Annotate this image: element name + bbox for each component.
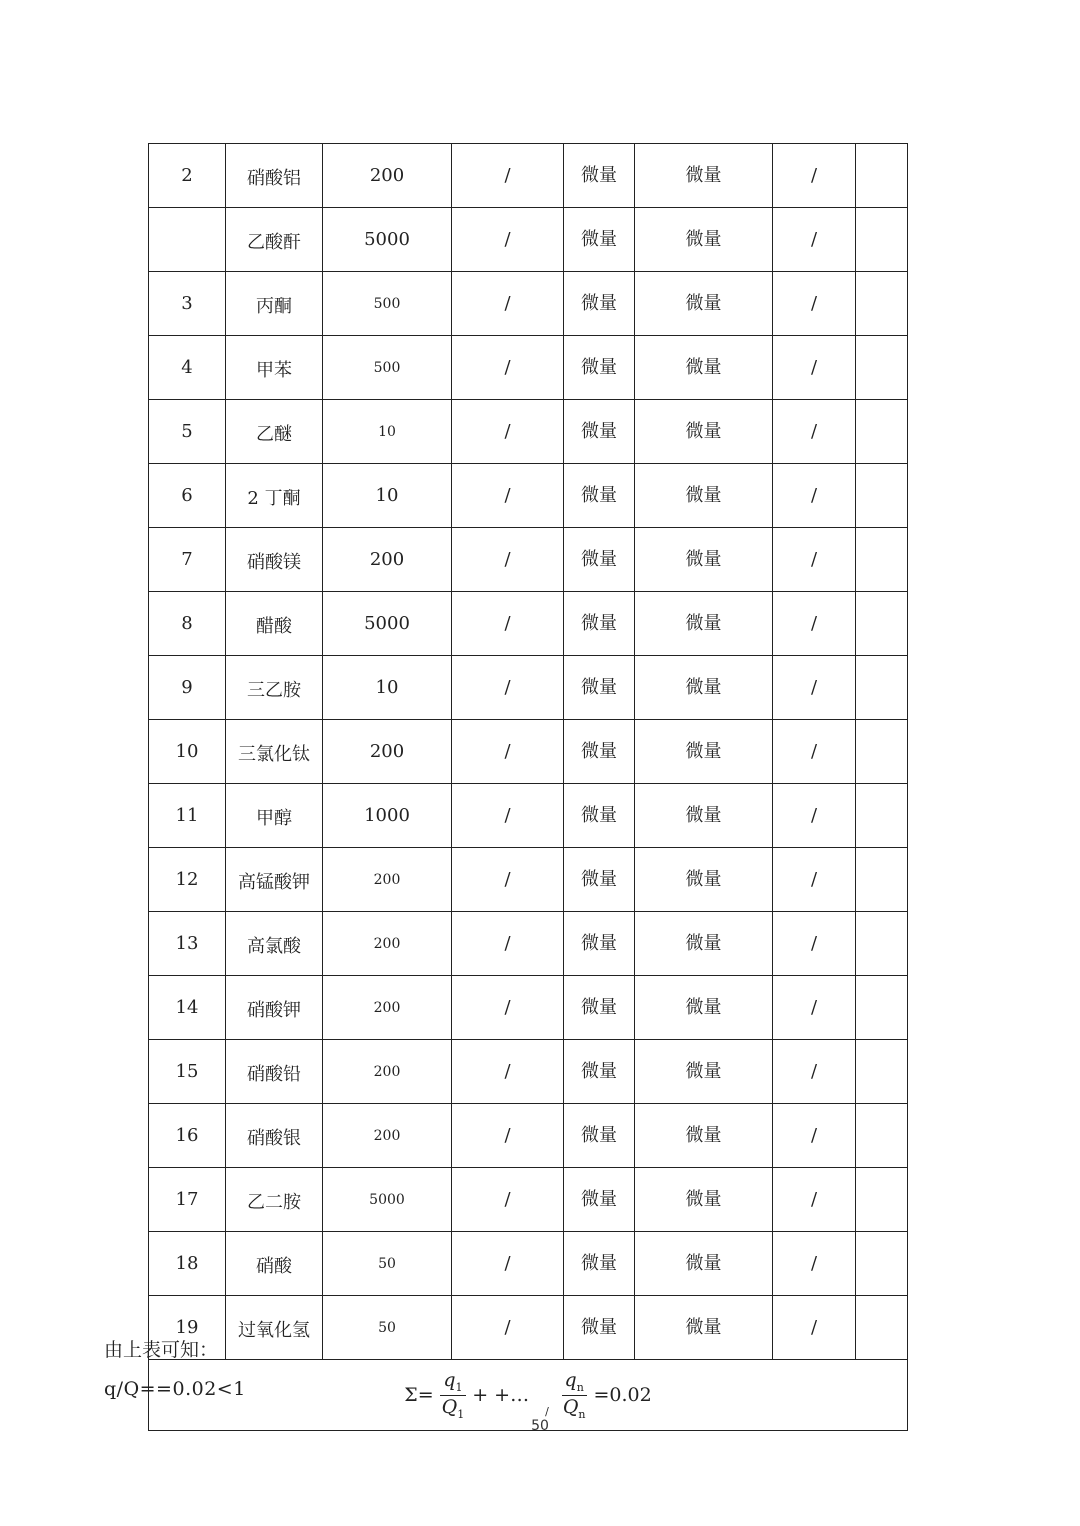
cell-col6: 微量 bbox=[635, 976, 773, 1040]
cell-number: 10 bbox=[149, 720, 226, 784]
table-row bbox=[149, 656, 908, 720]
cell-col8 bbox=[856, 784, 908, 848]
cell-chemical-name: 硝酸钾 bbox=[226, 976, 323, 1040]
cell-number: 17 bbox=[149, 1168, 226, 1232]
cell-col6: 微量 bbox=[635, 1296, 773, 1360]
cell-col4: / bbox=[452, 400, 564, 464]
cell-col5: 微量 bbox=[564, 592, 635, 656]
cell-col7: / bbox=[773, 848, 856, 912]
cell-col8 bbox=[856, 1040, 908, 1104]
cell-col5: 微量 bbox=[564, 784, 635, 848]
cell-col7: / bbox=[773, 912, 856, 976]
cell-col5: 微量 bbox=[564, 208, 635, 272]
cell-col7: / bbox=[773, 720, 856, 784]
cell-col8 bbox=[856, 848, 908, 912]
cell-col5: 微量 bbox=[564, 1296, 635, 1360]
cell-number: 7 bbox=[149, 528, 226, 592]
cell-chemical-name: 硝酸银 bbox=[226, 1104, 323, 1168]
cell-col8 bbox=[856, 1232, 908, 1296]
cell-col8 bbox=[856, 1168, 908, 1232]
cell-col7: / bbox=[773, 1104, 856, 1168]
cell-quantity: 200 bbox=[323, 848, 452, 912]
cell-col4: / bbox=[452, 656, 564, 720]
cell-chemical-name: 过氧化氢 bbox=[226, 1296, 323, 1360]
cell-col6: 微量 bbox=[635, 1232, 773, 1296]
cell-number: 3 bbox=[149, 272, 226, 336]
cell-col4: / bbox=[452, 336, 564, 400]
cell-number: 2 bbox=[149, 144, 226, 208]
cell-col6: 微量 bbox=[635, 1104, 773, 1168]
cell-chemical-name: 乙醚 bbox=[226, 400, 323, 464]
cell-col5: 微量 bbox=[564, 336, 635, 400]
cell-quantity: 200 bbox=[323, 1040, 452, 1104]
cell-quantity: 5000 bbox=[323, 1168, 452, 1232]
cell-col4: / bbox=[452, 1296, 564, 1360]
cell-quantity: 200 bbox=[323, 912, 452, 976]
cell-col8 bbox=[856, 464, 908, 528]
cell-number: 8 bbox=[149, 592, 226, 656]
table-row bbox=[149, 1168, 908, 1232]
cell-col7: / bbox=[773, 1296, 856, 1360]
cell-number bbox=[149, 208, 226, 272]
cell-quantity: 200 bbox=[323, 528, 452, 592]
cell-col6: 微量 bbox=[635, 1040, 773, 1104]
cell-col6: 微量 bbox=[635, 400, 773, 464]
cell-col7: / bbox=[773, 1040, 856, 1104]
cell-col8 bbox=[856, 592, 908, 656]
table-body bbox=[149, 144, 908, 1360]
cell-chemical-name: 硝酸铅 bbox=[226, 1040, 323, 1104]
cell-number: 18 bbox=[149, 1232, 226, 1296]
cell-col6: 微量 bbox=[635, 272, 773, 336]
cell-col5: 微量 bbox=[564, 1232, 635, 1296]
cell-quantity: 200 bbox=[323, 144, 452, 208]
cell-chemical-name: 硝酸铝 bbox=[226, 144, 323, 208]
cell-col4: / bbox=[452, 784, 564, 848]
cell-col8 bbox=[856, 976, 908, 1040]
cell-col6: 微量 bbox=[635, 1168, 773, 1232]
cell-number: 5 bbox=[149, 400, 226, 464]
cell-col6: 微量 bbox=[635, 848, 773, 912]
formula-fraction-1 bbox=[439, 1368, 468, 1421]
page-number: 50 bbox=[531, 1418, 549, 1434]
cell-col7: / bbox=[773, 464, 856, 528]
cell-col5: 微量 bbox=[564, 528, 635, 592]
table-row bbox=[149, 208, 908, 272]
cell-col8 bbox=[856, 336, 908, 400]
conclusion-value: q/Q==0.02<1 bbox=[104, 1378, 246, 1400]
cell-col4: / bbox=[452, 848, 564, 912]
cell-quantity: 10 bbox=[323, 464, 452, 528]
cell-quantity: 200 bbox=[323, 720, 452, 784]
cell-quantity: 1000 bbox=[323, 784, 452, 848]
cell-col7: / bbox=[773, 1168, 856, 1232]
cell-col6: 微量 bbox=[635, 592, 773, 656]
cell-col4: / bbox=[452, 1040, 564, 1104]
cell-quantity: 500 bbox=[323, 336, 452, 400]
table-row bbox=[149, 1232, 908, 1296]
cell-chemical-name: 高氯酸 bbox=[226, 912, 323, 976]
table-row bbox=[149, 1296, 908, 1360]
cell-chemical-name: 三氯化钛 bbox=[226, 720, 323, 784]
cell-number: 16 bbox=[149, 1104, 226, 1168]
cell-number: 6 bbox=[149, 464, 226, 528]
cell-number: 13 bbox=[149, 912, 226, 976]
cell-chemical-name: 硝酸 bbox=[226, 1232, 323, 1296]
cell-col7: / bbox=[773, 208, 856, 272]
table-row bbox=[149, 144, 908, 208]
risk-quotient-formula bbox=[404, 1368, 652, 1421]
cell-quantity: 10 bbox=[323, 400, 452, 464]
cell-col8 bbox=[856, 1104, 908, 1168]
table-row bbox=[149, 464, 908, 528]
table-row bbox=[149, 1104, 908, 1168]
cell-col5: 微量 bbox=[564, 1040, 635, 1104]
cell-col5: 微量 bbox=[564, 1104, 635, 1168]
cell-col7: / bbox=[773, 336, 856, 400]
cell-quantity: 200 bbox=[323, 976, 452, 1040]
cell-col7: / bbox=[773, 400, 856, 464]
cell-col6: 微量 bbox=[635, 912, 773, 976]
cell-col5: 微量 bbox=[564, 400, 635, 464]
cell-chemical-name: 醋酸 bbox=[226, 592, 323, 656]
table-row bbox=[149, 400, 908, 464]
cell-col4: / bbox=[452, 144, 564, 208]
cell-number: 15 bbox=[149, 1040, 226, 1104]
table-row bbox=[149, 784, 908, 848]
cell-col4: / bbox=[452, 1168, 564, 1232]
cell-col5: 微量 bbox=[564, 1168, 635, 1232]
cell-col4: / bbox=[452, 912, 564, 976]
cell-col8 bbox=[856, 528, 908, 592]
cell-col6: 微量 bbox=[635, 208, 773, 272]
conclusion-intro: 由上表可知： bbox=[104, 1339, 219, 1361]
cell-col7: / bbox=[773, 656, 856, 720]
cell-chemical-name: 甲苯 bbox=[226, 336, 323, 400]
cell-col8 bbox=[856, 208, 908, 272]
formula-fraction-n bbox=[560, 1368, 589, 1421]
cell-col4: / bbox=[452, 976, 564, 1040]
cell-col7: / bbox=[773, 144, 856, 208]
cell-col5: 微量 bbox=[564, 272, 635, 336]
cell-chemical-name: 三乙胺 bbox=[226, 656, 323, 720]
cell-chemical-name: 2 丁酮 bbox=[226, 464, 323, 528]
cell-col7: / bbox=[773, 976, 856, 1040]
cell-col8 bbox=[856, 1296, 908, 1360]
cell-col5: 微量 bbox=[564, 912, 635, 976]
cell-col4: / bbox=[452, 272, 564, 336]
cell-col8 bbox=[856, 272, 908, 336]
cell-col4: / bbox=[452, 1232, 564, 1296]
cell-col4: / bbox=[452, 720, 564, 784]
cell-quantity: 10 bbox=[323, 656, 452, 720]
cell-col5: 微量 bbox=[564, 720, 635, 784]
cell-col8 bbox=[856, 720, 908, 784]
table-row bbox=[149, 1040, 908, 1104]
cell-col6: 微量 bbox=[635, 144, 773, 208]
cell-col4: / bbox=[452, 1104, 564, 1168]
table-row bbox=[149, 912, 908, 976]
cell-quantity: 200 bbox=[323, 1104, 452, 1168]
cell-col6: 微量 bbox=[635, 784, 773, 848]
cell-chemical-name: 丙酮 bbox=[226, 272, 323, 336]
formula-result: =0.02 bbox=[593, 1383, 652, 1406]
cell-col7: / bbox=[773, 528, 856, 592]
fraction-n-denominator: $Q_n$ bbox=[562, 1395, 586, 1421]
cell-chemical-name: 乙二胺 bbox=[226, 1168, 323, 1232]
cell-number: 14 bbox=[149, 976, 226, 1040]
cell-quantity: 500 bbox=[323, 272, 452, 336]
cell-col6: 微量 bbox=[635, 656, 773, 720]
table-row bbox=[149, 528, 908, 592]
cell-chemical-name: 甲醇 bbox=[226, 784, 323, 848]
cell-col4: / bbox=[452, 592, 564, 656]
cell-col6: 微量 bbox=[635, 336, 773, 400]
cell-chemical-name: 高锰酸钾 bbox=[226, 848, 323, 912]
cell-col6: 微量 bbox=[635, 528, 773, 592]
chemical-inventory-table bbox=[148, 143, 908, 1431]
table-row bbox=[149, 592, 908, 656]
cell-number: 9 bbox=[149, 656, 226, 720]
cell-col7: / bbox=[773, 784, 856, 848]
cell-col5: 微量 bbox=[564, 144, 635, 208]
cell-col8 bbox=[856, 912, 908, 976]
fraction-1-denominator: $Q_1$ bbox=[441, 1395, 465, 1421]
table-row bbox=[149, 272, 908, 336]
cell-col8 bbox=[856, 144, 908, 208]
cell-col6: 微量 bbox=[635, 464, 773, 528]
cell-number: 11 bbox=[149, 784, 226, 848]
cell-quantity: 50 bbox=[323, 1232, 452, 1296]
table-row bbox=[149, 848, 908, 912]
cell-quantity: 5000 bbox=[323, 592, 452, 656]
cell-col7: / bbox=[773, 1232, 856, 1296]
cell-col5: 微量 bbox=[564, 464, 635, 528]
fraction-1-numerator: $q_1$ bbox=[440, 1371, 465, 1396]
cell-col5: 微量 bbox=[564, 976, 635, 1040]
cell-col5: 微量 bbox=[564, 656, 635, 720]
cell-quantity: 5000 bbox=[323, 208, 452, 272]
formula-middle: + +… bbox=[472, 1383, 530, 1406]
cell-chemical-name: 乙酸酐 bbox=[226, 208, 323, 272]
cell-col4: / bbox=[452, 528, 564, 592]
cell-number: 12 bbox=[149, 848, 226, 912]
cell-col8 bbox=[856, 656, 908, 720]
table-row bbox=[149, 976, 908, 1040]
cell-number: 4 bbox=[149, 336, 226, 400]
table-row bbox=[149, 336, 908, 400]
cell-col6: 微量 bbox=[635, 720, 773, 784]
fraction-n-numerator: $q_n$ bbox=[562, 1371, 587, 1396]
cell-number: 19 bbox=[149, 1296, 226, 1360]
cell-quantity: 50 bbox=[323, 1296, 452, 1360]
formula-prefix: Σ= bbox=[404, 1383, 434, 1406]
cell-col8 bbox=[856, 400, 908, 464]
table-row bbox=[149, 720, 908, 784]
cell-chemical-name: 硝酸镁 bbox=[226, 528, 323, 592]
formula-slash: / bbox=[545, 1404, 549, 1418]
cell-col5: 微量 bbox=[564, 848, 635, 912]
cell-col4: / bbox=[452, 208, 564, 272]
cell-col4: / bbox=[452, 464, 564, 528]
cell-col7: / bbox=[773, 592, 856, 656]
cell-col7: / bbox=[773, 272, 856, 336]
